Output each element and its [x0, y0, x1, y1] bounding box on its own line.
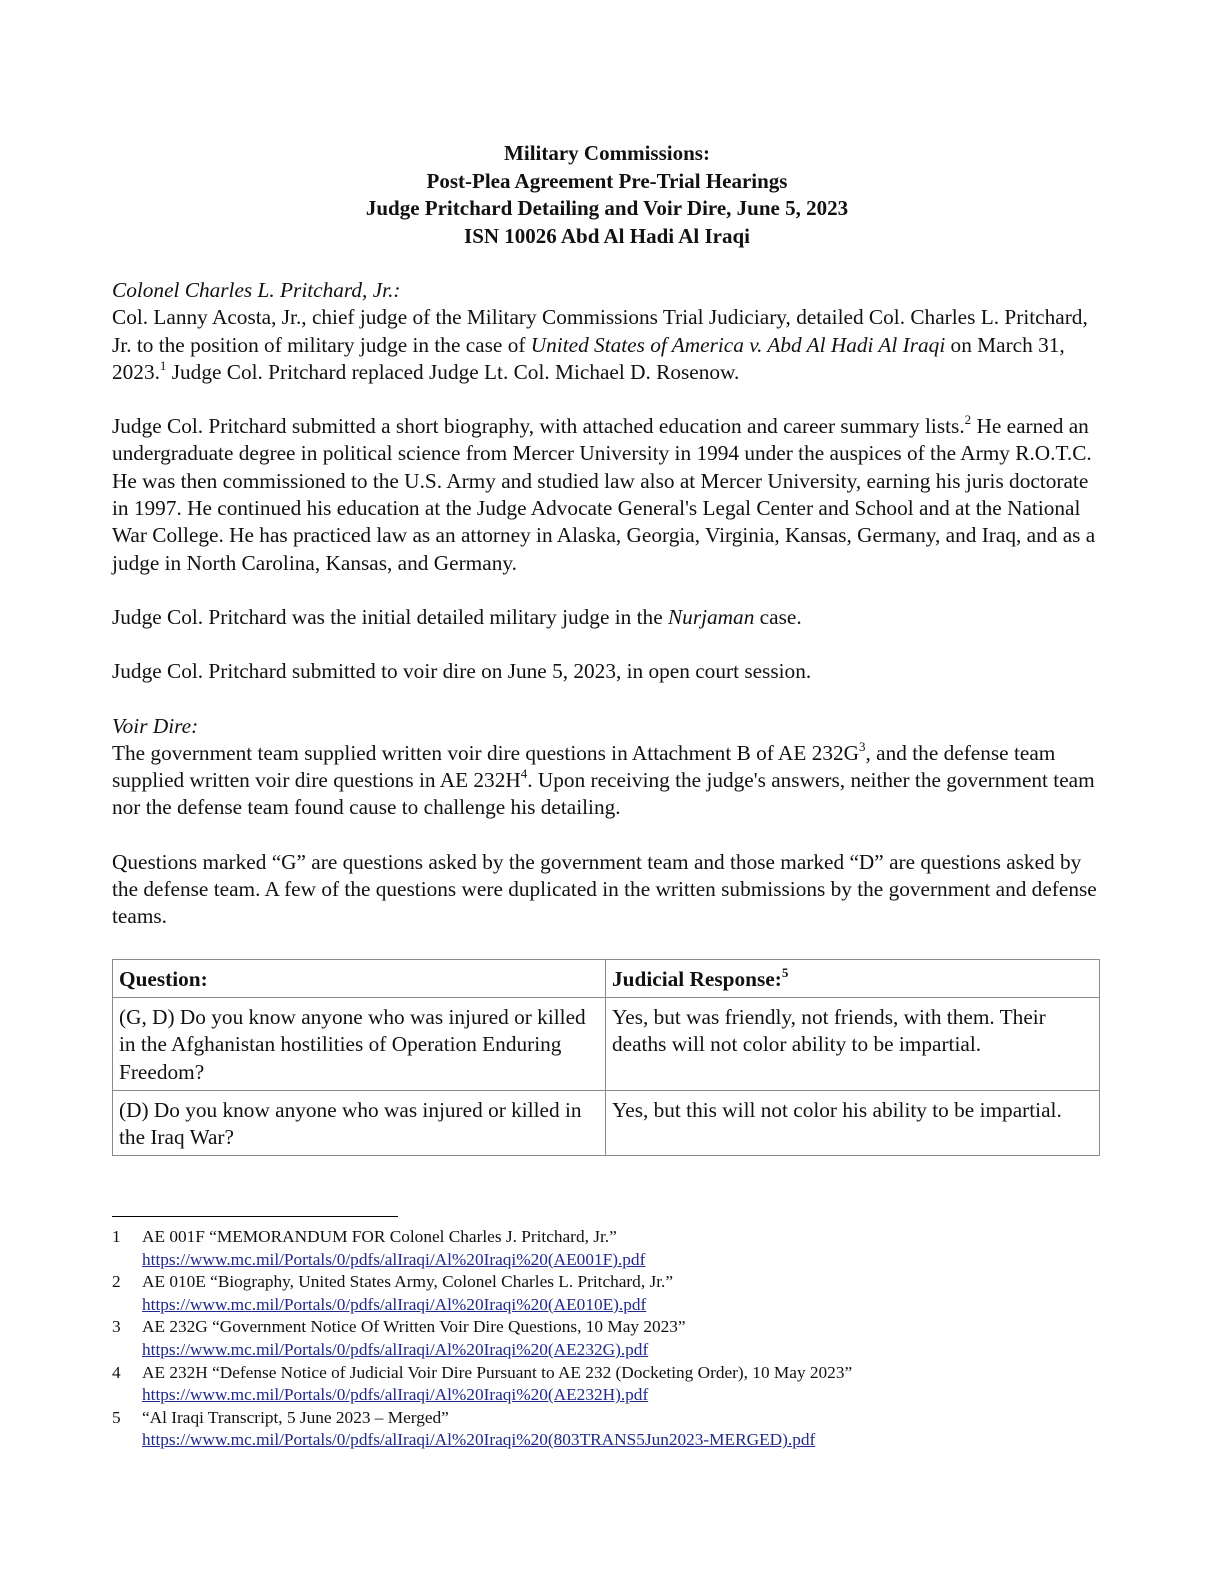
footnote-link[interactable]: https://www.mc.mil/Portals/0/pdfs/alIraqi/Al%20Iraqi%20(AE010E).pdf [142, 1294, 647, 1314]
header-response: Judicial Response:$^5$ [606, 959, 1100, 997]
section-heading-pritchard: Colonel Charles L. Pritchard, Jr.: [112, 278, 401, 302]
footnote-ref-2: 2 [964, 412, 972, 428]
question-cell: (G, D) Do you know anyone who was injured or killed in the Afghanistan hostilities of Operation Enduring Freedom? [113, 997, 606, 1090]
footnote-text: AE 232G “Government Notice Of Written Voir Dire Questions, 10 May 2023” [142, 1317, 686, 1337]
document-title [112, 140, 1102, 250]
footnote-number: 2 [112, 1272, 121, 1292]
paragraph-nurjaman: Judge Col. Pritchard was the initial detailed military judge in the Nurjaman case. [112, 604, 802, 629]
footnote-link[interactable]: https://www.mc.mil/Portals/0/pdfs/alIraqi/Al%20Iraqi%20(AE232H).pdf [142, 1385, 649, 1405]
footnote-number: 4 [112, 1362, 121, 1382]
footnote-number: 3 [112, 1317, 121, 1337]
footnote-ref-1: 1 [159, 357, 167, 373]
section-pritchard [112, 277, 1102, 713]
title-line-3: Judge Pritchard Detailing and Voir Dire, June 5, 2023 [365, 196, 849, 220]
voir-dire-table [112, 959, 1100, 1157]
response-cell: Yes, but this will not color his ability to be impartial. [606, 1090, 1100, 1156]
response-cell: Yes, but was friendly, not friends, with them. Their deaths will not color ability to be impartial. [606, 997, 1100, 1090]
footnote-link[interactable]: https://www.mc.mil/Portals/0/pdfs/alIraqi/Al%20Iraqi%20(AE232G).pdf [142, 1339, 649, 1359]
header-question: Question: [113, 959, 606, 997]
footnote-5 [112, 1407, 1102, 1452]
footnote-ref-3: 3 [859, 738, 866, 754]
footnote-ref-4: 4 [520, 766, 528, 782]
footnote-ref-5: 5 [781, 964, 789, 980]
case-name-nurjaman: Nurjaman [667, 604, 755, 629]
paragraph-question-markings: Questions marked “G” are questions asked by the government team and those marked “D” are questions asked by the defense team. A few of the questions were duplicated in the written submissions by the government and defense teams. [112, 849, 1097, 929]
footnote-link[interactable]: https://www.mc.mil/Portals/0/pdfs/alIraqi/Al%20Iraqi%20(803TRANS5Jun2023-MERGED).pdf [142, 1430, 816, 1450]
footnotes [112, 1226, 1102, 1452]
section-heading-voir-dire: Voir Dire: [112, 713, 199, 738]
footnote-text: AE 232H “Defense Notice of Judicial Voir Dire Pursuant to AE 232 (Docketing Order), 10 May 2023” [142, 1362, 853, 1382]
footnote-number: 1 [112, 1227, 121, 1246]
footnote-text: “Al Iraqi Transcript, 5 June 2023 – Merged” [142, 1407, 449, 1427]
footnote-3 [112, 1316, 1102, 1361]
table-row [113, 1090, 1100, 1156]
table-row [113, 997, 1100, 1090]
section-voir-dire [112, 713, 1102, 931]
title-line-2: Post-Plea Agreement Pre-Trial Hearings [426, 168, 788, 193]
case-name: United States of America v. Abd Al Hadi Al Iraqi [530, 332, 946, 357]
paragraph-biography: Judge Col. Pritchard submitted a short biography, with attached education and career summary lists.$^2$ He earned an undergraduate degree in political science from Mercer University in 1994 under the auspices of the Army R.O.T.C. He was then commissioned to the U.S. Army and studied law also at Mercer University, earning his juris doctorate in 1997. He continued his education at the Judge Advocate General's Legal Center and School and at the National War College. He has practiced law as an attorney in Alaska, Georgia, Virginia, Kansas, Germany, and Iraq, and as a judge in North Carolina, Kansas, and Germany. [112, 412, 1096, 575]
paragraph-detailing: Col. Lanny Acosta, Jr., chief judge of the Military Commissions Trial Judiciary, detailed Col. Charles L. Pritchard, Jr. to the position of military judge in the case of United States of America v. Abd Al Hadi Al Iraqi on March 31, 2023.$^1$ Judge Col. Pritchard replaced Judge Lt. Col. Michael D. Rosenow. [112, 305, 1088, 384]
paragraph-questions-supplied: The government team supplied written voir dire questions in Attachment B of AE $232G^3$, and the defense team supplied written voir dire questions in AE $232H^4$. Upon receiving the judge's answers, neither the government team nor the defense team found cause to challenge his detailing. [112, 738, 1095, 820]
paragraph-voir-dire-date: Judge Col. Pritchard submitted to voir dire on June 5, 2023, in open court session. [112, 659, 812, 684]
footnote-2 [112, 1271, 1102, 1316]
footnote-4 [112, 1362, 1102, 1407]
footnote-1 [112, 1226, 1102, 1271]
footnote-number: 5 [112, 1407, 121, 1427]
footnote-separator [112, 1216, 398, 1217]
footnote-text: AE 001F “MEMORANDUM FOR Colonel Charles J. Pritchard, Jr.” [142, 1227, 617, 1246]
footnote-text: AE 010E “Biography, United States Army, Colonel Charles L. Pritchard, Jr.” [142, 1272, 673, 1292]
title-line-1: Military Commissions: [504, 141, 710, 165]
table-header-row [113, 959, 1100, 997]
footnote-link[interactable]: https://www.mc.mil/Portals/0/pdfs/alIraqi/Al%20Iraqi%20(AE001F).pdf [142, 1249, 646, 1269]
question-cell: (D) Do you know anyone who was injured or killed in the Iraq War? [113, 1090, 606, 1156]
document-page [112, 140, 1102, 1156]
title-line-4: ISN 10026 Abd Al Hadi Al Iraqi [464, 223, 750, 248]
